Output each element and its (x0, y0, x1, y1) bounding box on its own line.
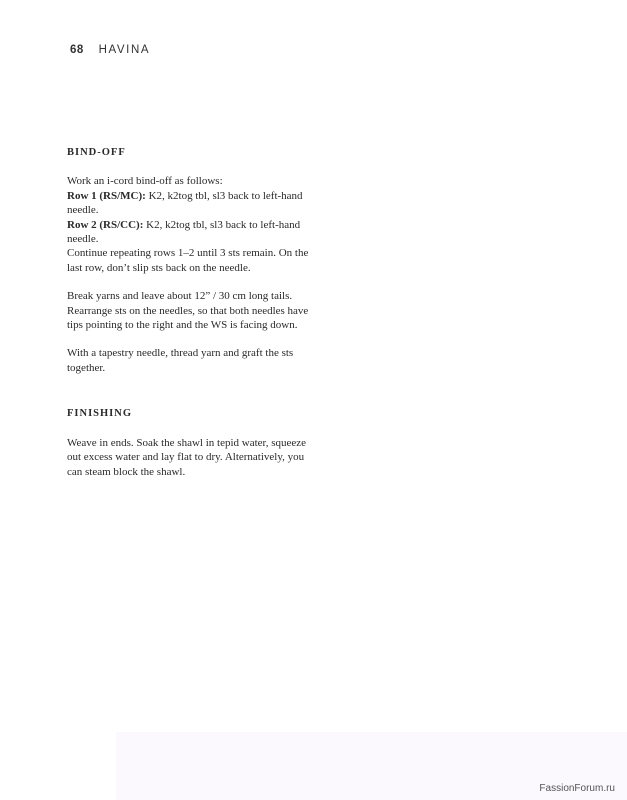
row2-label: Row 2 (RS/CC): (67, 218, 144, 231)
break-yarns-paragraph: Break yarns and leave about 12” / 30 cm long tails. Rearrange sts on the needles, so that both needles have tips pointing to the right and the WS is facing down. (67, 290, 309, 332)
pattern-title: HAVINA (98, 44, 151, 56)
finishing-paragraph: Weave in ends. Soak the shawl in tepid water, squeeze out excess water and lay flat to dry. Alternatively, you can steam block the shawl. (67, 436, 307, 478)
pattern-instructions (67, 146, 317, 493)
bind-off-heading: BIND-OFF (67, 147, 126, 158)
watermark-text: FassionForum.ru (539, 783, 615, 794)
graft-paragraph: With a tapestry needle, thread yarn and graft the sts together. (67, 347, 294, 374)
row1-label: Row 1 (RS/MC): (67, 189, 146, 202)
running-header (70, 44, 150, 56)
row2-text: K2, k2tog tbl, sl3 back to left-hand needle. (67, 218, 301, 246)
bind-off-intro: Work an i-cord bind-off as follows: (67, 175, 223, 188)
bind-off-steps (67, 174, 317, 275)
row1-text: K2, k2tog tbl, sl3 back to left-hand needle. (67, 189, 303, 217)
finishing-heading: FINISHING (67, 408, 133, 420)
section-spacer (67, 389, 317, 407)
page-number: 68 (70, 44, 84, 56)
continue-text: Continue repeating rows 1–2 until 3 sts remain. On the last row, don’t slip sts back on the needle. (67, 247, 309, 274)
